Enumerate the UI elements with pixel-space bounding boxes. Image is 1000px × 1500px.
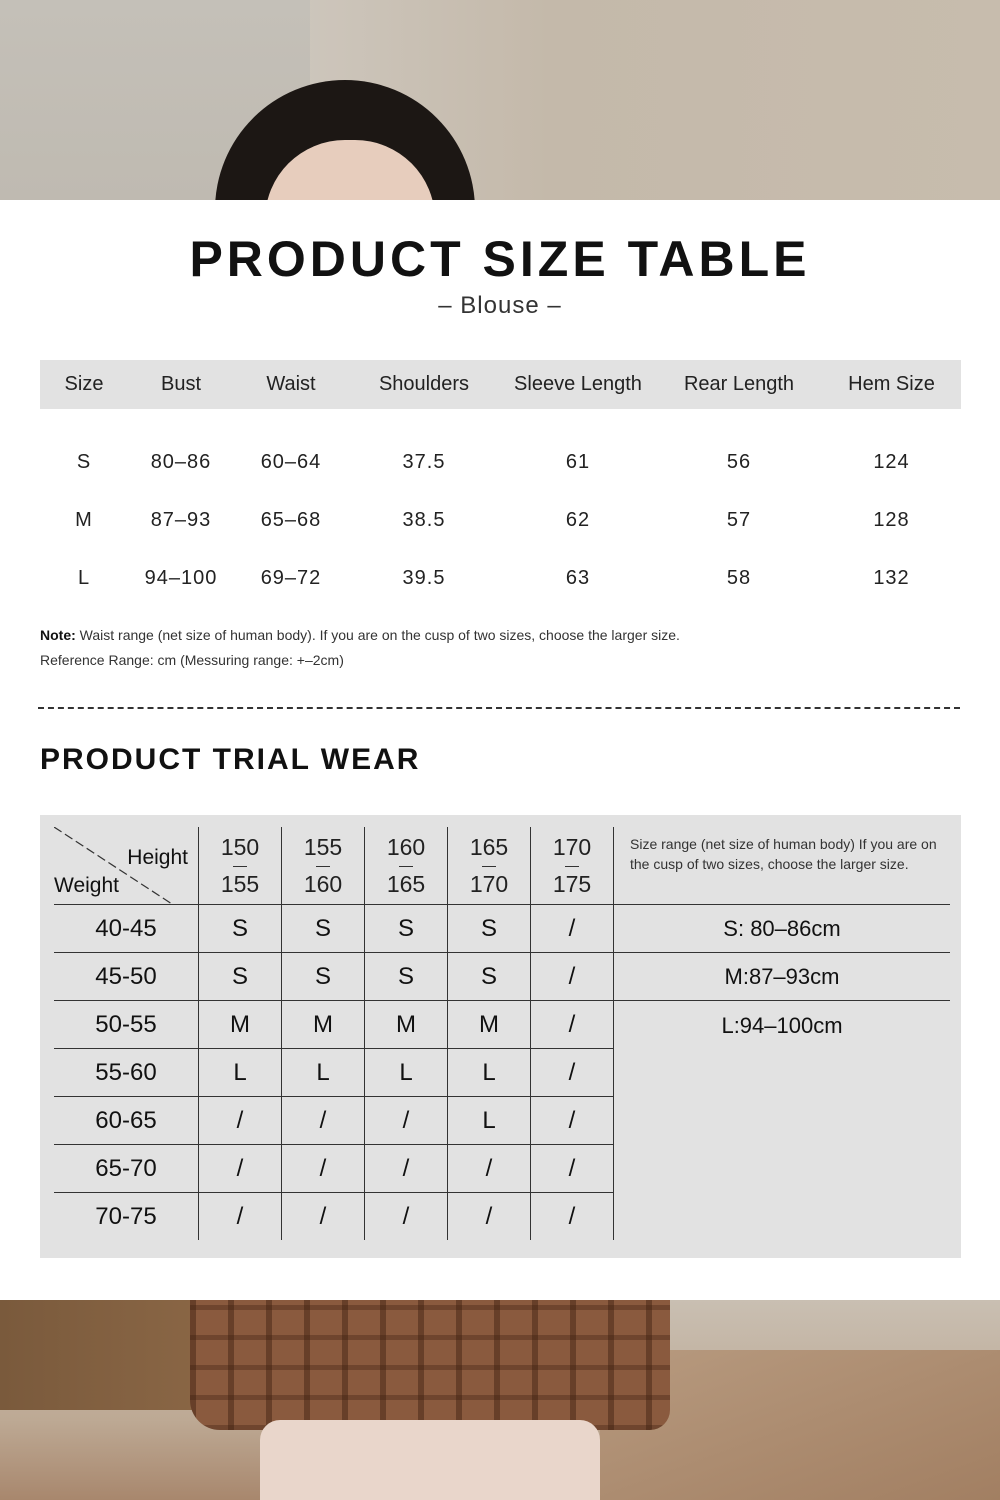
weight-range: 40-45 [54,905,199,953]
height-to: 175 [531,866,613,903]
size-cell: L [365,1049,448,1097]
note-label: Note: [40,627,76,643]
cell-size: M [75,508,93,531]
height-to: 170 [448,866,530,903]
trial-wear-title: PRODUCT TRIAL WEAR [40,743,421,776]
cell-shoulders: 37.5 [402,450,446,473]
size-cell: S [365,953,448,1001]
cell-waist: 60–64 [260,450,322,473]
weight-range: 65-70 [54,1145,199,1193]
header-size: Size [40,360,128,409]
note-line-1 [40,623,680,648]
product-subtitle: – Blouse – [438,292,562,319]
cell-sleeve-length: 62 [565,508,591,531]
size-cell: M [199,1001,282,1049]
table-row [40,409,961,491]
size-range-note: Size range (net size of human body) If you are on the cusp of two sizes, choose the larger size. [614,827,951,905]
cell-bust: 80–86 [150,450,212,473]
cell-bust: 94–100 [144,566,218,589]
weight-row [54,953,950,1001]
size-cell: / [282,1193,365,1241]
cell-shoulders: 39.5 [402,566,446,589]
weight-range: 45-50 [54,953,199,1001]
size-cell: M [365,1001,448,1049]
header-bust: Bust [128,360,234,409]
size-cell: M [448,1001,531,1049]
size-cell: / [199,1193,282,1241]
trial-wear-table [54,827,950,1240]
cell-size: S [76,450,92,473]
weight-range: 50-55 [54,1001,199,1049]
height-from: 155 [303,833,343,860]
size-note [40,623,680,673]
cell-rear-length: 58 [726,566,752,589]
photo-model-legs [260,1420,600,1500]
background-photo-bottom [0,1300,1000,1500]
size-cell: S [199,905,282,953]
weight-range: 70-75 [95,1202,157,1230]
weight-range: 55-60 [54,1049,199,1097]
height-label: Height [127,846,188,869]
size-cell: S [282,953,365,1001]
size-table-header [40,360,961,409]
cell-sleeve-length: 61 [565,450,591,473]
trial-wear-panel [40,815,961,1258]
height-column-155-160 [282,827,365,905]
size-cell: L [199,1049,282,1097]
size-cell: / [531,1097,614,1145]
height-to: 165 [365,866,447,903]
size-cell: / [282,1097,365,1145]
height-column-150-155 [199,827,282,905]
size-cell: / [531,1193,614,1241]
height-to: 155 [199,866,281,903]
height-weight-corner [54,827,199,905]
note-text: Waist range (net size of human body). If you are on the cusp of two sizes, choose the larger size. [75,627,680,643]
photo-plaid-skirt [190,1300,670,1430]
trial-header-row [54,827,950,905]
cell-sleeve-length: 63 [565,566,591,589]
cell-waist: 69–72 [260,566,322,589]
header-sleeve-length: Sleeve Length [500,360,656,409]
weight-row [54,1001,950,1049]
size-cell: / [531,1145,614,1193]
table-row [40,491,961,549]
size-cell: S [282,905,365,953]
section-divider [38,707,960,709]
height-from: 170 [552,833,592,860]
table-row [40,549,961,607]
size-cell: / [365,1193,448,1241]
size-range-m: M:87–93cm [614,953,951,1001]
cell-rear-length: 56 [726,450,752,473]
size-cell: / [531,1049,614,1097]
height-column-160-165 [365,827,448,905]
height-column-170-175 [531,827,614,905]
size-cell: / [531,953,614,1001]
size-cell: / [365,1145,448,1193]
background-photo-top [0,0,1000,200]
size-chart-card [0,200,1000,1300]
cell-size: L [77,566,91,589]
size-cell: / [531,905,614,953]
height-from: 150 [220,833,260,860]
weight-row [54,905,950,953]
size-cell: / [365,1097,448,1145]
size-cell: S [365,905,448,953]
size-range-s: S: 80–86cm [614,905,951,953]
size-cell: L [448,1097,531,1145]
weight-label: Weight [54,874,119,897]
weight-range: 60-65 [54,1097,199,1145]
cell-hem-size: 132 [873,566,910,589]
height-from: 165 [469,833,509,860]
cell-shoulders: 38.5 [402,508,446,531]
size-cell: / [531,1001,614,1049]
header-rear-length: Rear Length [656,360,822,409]
size-cell: S [448,953,531,1001]
size-cell: / [448,1145,531,1193]
page-title: PRODUCT SIZE TABLE [189,231,811,287]
size-cell: L [448,1049,531,1097]
header-hem-size: Hem Size [822,360,961,409]
size-table [40,360,961,607]
header-waist: Waist [234,360,348,409]
size-cell: S [199,953,282,1001]
size-cell: / [448,1193,531,1241]
size-cell: / [199,1097,282,1145]
size-cell: M [282,1001,365,1049]
size-cell: / [282,1145,365,1193]
height-from: 160 [386,833,426,860]
cell-hem-size: 124 [873,450,910,473]
size-cell: L [282,1049,365,1097]
size-cell: / [199,1145,282,1193]
cell-hem-size: 128 [873,508,910,531]
cell-rear-length: 57 [726,508,752,531]
height-to: 160 [282,866,364,903]
cell-bust: 87–93 [150,508,212,531]
height-column-165-170 [448,827,531,905]
cell-waist: 65–68 [260,508,322,531]
size-range-l: L:94–100cm [614,1001,951,1241]
note-line-2: Reference Range: cm (Messuring range: +–2cm) [40,652,344,668]
size-cell: S [448,905,531,953]
header-shoulders: Shoulders [348,360,500,409]
